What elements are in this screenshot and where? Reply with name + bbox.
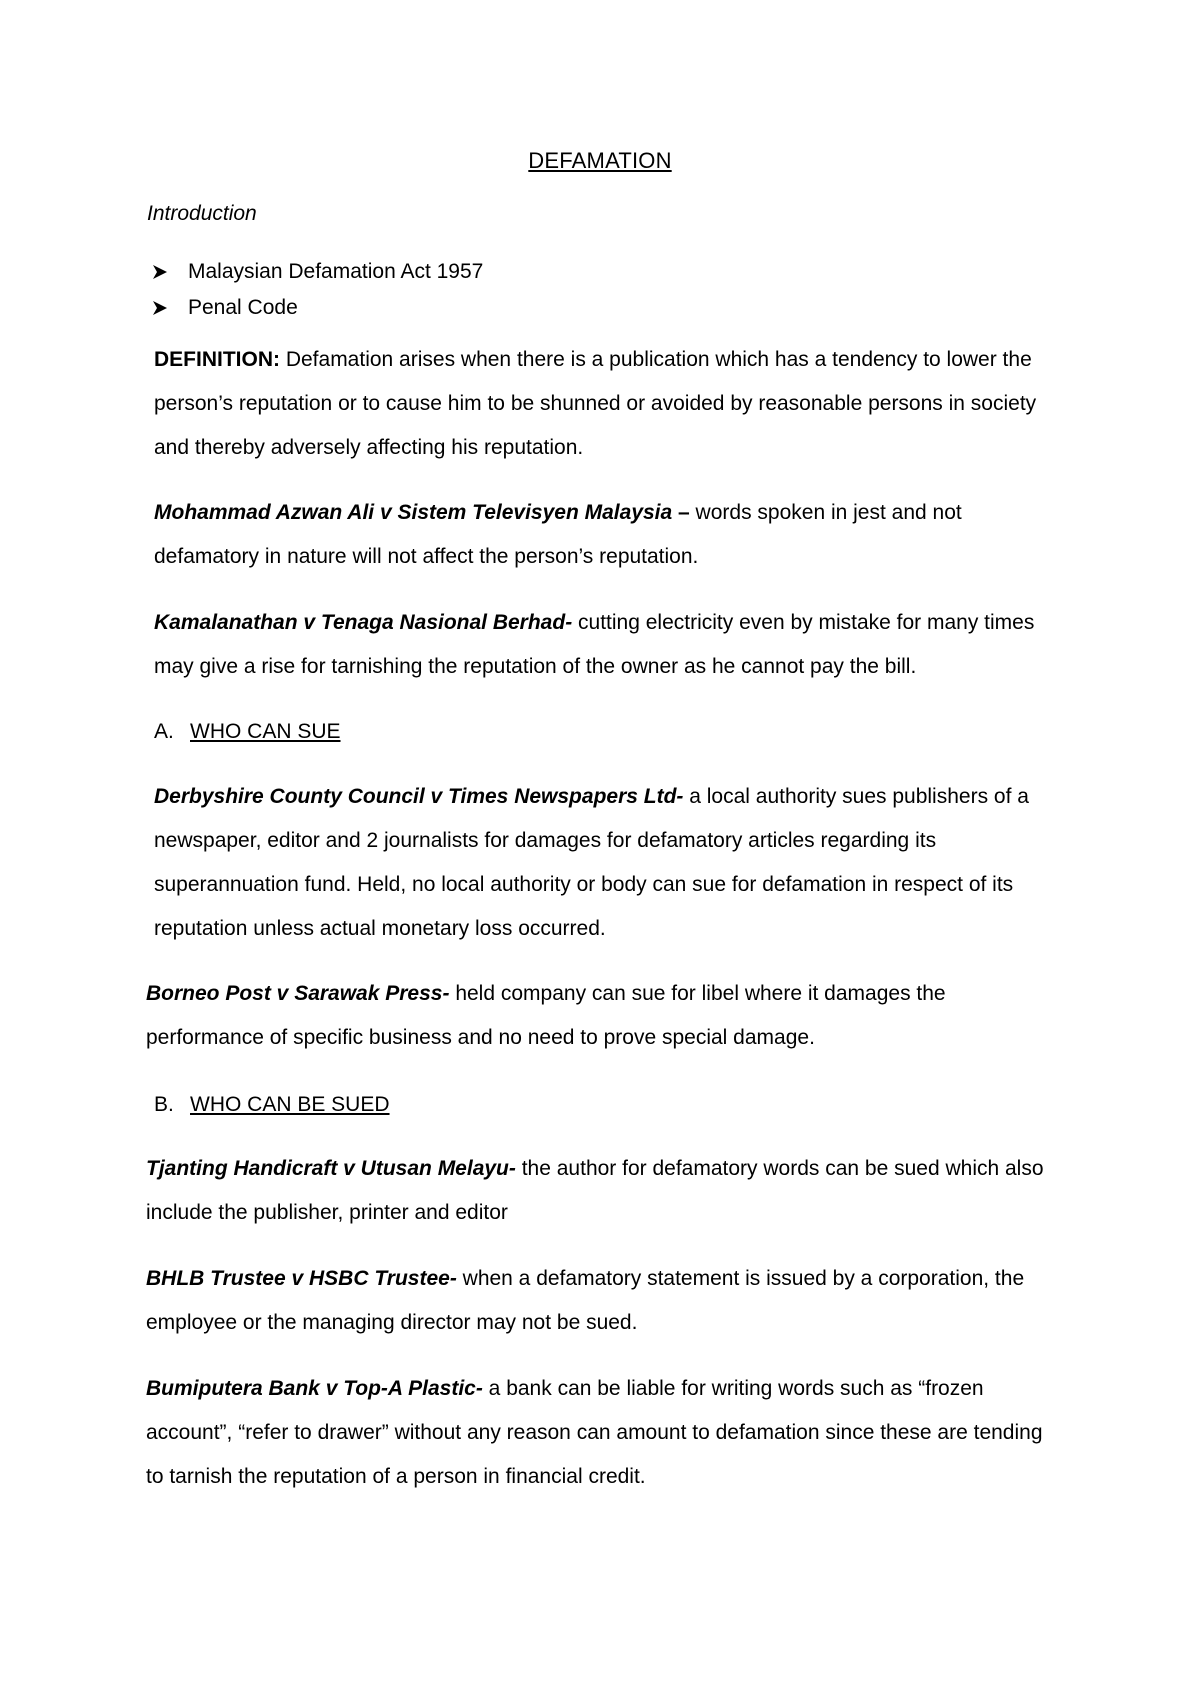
section-title: WHO CAN BE SUED [190, 1093, 390, 1116]
case-separator: - [442, 982, 450, 1005]
list-item [152, 290, 483, 326]
bullet-list [152, 254, 483, 326]
case-paragraph [154, 601, 1054, 689]
arrow-bullet-icon [152, 300, 168, 316]
case-paragraph [146, 972, 1046, 1060]
section-a-heading [154, 720, 341, 744]
case-separator: - [475, 1377, 483, 1400]
case-text: words spoken in jest and not defamatory in nature will not affect the person’s reputation. [154, 501, 962, 568]
case-text: the author for defamatory words can be sued which also include the publisher, printer and editor [146, 1157, 1044, 1224]
case-separator: - [565, 611, 573, 634]
section-letter: B. [154, 1093, 174, 1116]
definition-text: Defamation arises when there is a publication which has a tendency to lower the person’s reputation or to cause him to be shunned or avoided by reasonable persons in society and thereby adversely affecting his reputation. [154, 348, 1037, 459]
case-separator: – [672, 501, 690, 524]
list-item [152, 254, 483, 290]
definition-label: DEFINITION: [154, 348, 280, 371]
case-name: Tjanting Handicraft v Utusan Melayu [146, 1157, 509, 1180]
intro-heading: Introduction [147, 202, 257, 225]
case-paragraph [146, 1367, 1056, 1499]
arrow-bullet-icon [152, 264, 168, 280]
case-name: Mohammad Azwan Ali v Sistem Televisyen Malaysia [154, 501, 673, 524]
bullet-text: Penal Code [188, 296, 298, 319]
case-text: a local authority sues publishers of a newspaper, editor and 2 journalists for damages for defamatory articles regarding its superannuation fund. Held, no local authority or body can sue for defamation in respect of its reputation unless actual monetary loss occurred. [154, 785, 1029, 940]
case-paragraph [146, 1257, 1056, 1345]
case-name: Bumiputera Bank v Top-A Plastic [146, 1377, 476, 1400]
section-title: WHO CAN SUE [190, 720, 341, 743]
case-paragraph [154, 491, 1044, 579]
case-name: Borneo Post v Sarawak Press [146, 982, 443, 1005]
section-b-heading [154, 1093, 390, 1117]
section-letter: A. [154, 720, 174, 743]
bullet-text: Malaysian Defamation Act 1957 [188, 260, 484, 283]
case-name: Derbyshire County Council v Times Newspapers Ltd [154, 785, 677, 808]
case-separator: - [508, 1157, 516, 1180]
case-separator: - [676, 785, 684, 808]
case-text: held company can sue for libel where it damages the performance of specific business and no need to prove special damage. [146, 982, 946, 1049]
case-text: cutting electricity even by mistake for many times may give a rise for tarnishing the reputation of the owner as he cannot pay the bill. [154, 611, 1035, 678]
case-text: a bank can be liable for writing words such as “frozen account”, “refer to drawer” without any reason can amount to defamation since these are tending to tarnish the reputation of a person in financial credit. [146, 1377, 1043, 1488]
case-paragraph [146, 1147, 1046, 1235]
case-text: when a defamatory statement is issued by a corporation, the employee or the managing director may not be sued. [146, 1267, 1025, 1334]
case-separator: - [449, 1267, 457, 1290]
case-name: BHLB Trustee v HSBC Trustee [146, 1267, 450, 1290]
definition-paragraph [154, 338, 1054, 470]
document-title: DEFAMATION [528, 148, 672, 173]
case-name: Kamalanathan v Tenaga Nasional Berhad [154, 611, 566, 634]
case-paragraph [154, 775, 1054, 951]
